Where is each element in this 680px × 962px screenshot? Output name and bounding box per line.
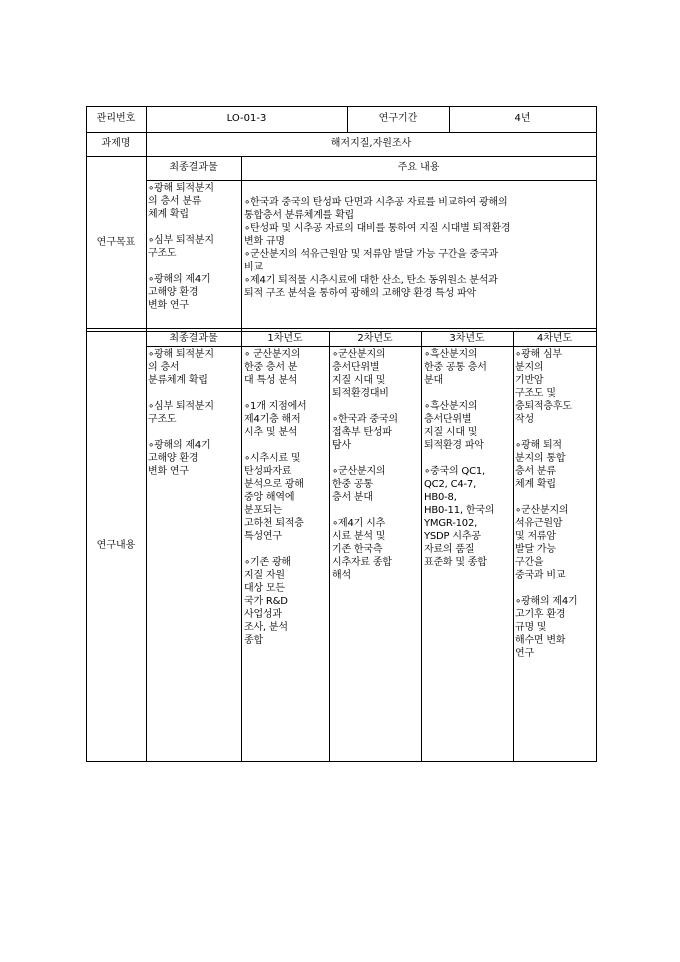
row-divider xyxy=(86,156,597,157)
goals-header-divider xyxy=(146,180,597,181)
details-year3-text: ∘흑산분지의 한중 공통 층서 분대 ∘흑산분지의 층서단위별 지질 시대 및 퇴적환경 파악 ∘중국의 QC1, QC2, C4-7, HB0-8, HB0-11, 한국의 YMGR-102, YSDP 시추공 자료의 품질 표준화 및 종합 xyxy=(424,349,495,568)
details-year1-text: ∘ 군산분지의 한중 층서 분 대 특성 분석 ∘1개 지점에서 제4기층 해저 시추 및 분석 ∘시추시료 및 탄성파자료 분석으로 광해 중앙 해역에 분포되는 고하천 퇴적층 특성연구 ∘기존 광해 지질 자원 대상 모든 국가 R&D 사업성과 조사, 분석 종합 xyxy=(244,349,307,646)
border-right xyxy=(596,106,597,762)
details-col-header-year1: 1차년도 xyxy=(267,333,303,344)
label-col-divider xyxy=(146,106,147,762)
details-year2-text: ∘군산분지의 층서단위별 지질 시대 및 퇴적환경대비 ∘한국과 중국의 접촉부 탄성파 탐사 ∘군산분지의 한중 공통 층서 분대 ∘제4기 시추 시료 분석 및 기존 한국측 시추자료 종합 해석 xyxy=(332,349,398,581)
row-divider xyxy=(86,132,597,133)
goals-col-divider xyxy=(241,156,242,331)
goals-contents-text: ∘한국과 중국의 탄성파 단면과 시추공 자료를 비교하여 광해의 통합층서 분류체계를 확립 ∘탄성파 및 시추공 자료의 대비를 통하여 지질 시대별 퇴적환경 변화 규명 ∘군산분지의 석유근원암 및 저류암 발달 가능 구간을 중국과 비교 ∘제4기 퇴적물 시추시료에 대한 산소, 탄소 동위원소 분석과 퇴적 구조 분석을 통하여 광해의 고해양 환경 특성 파악 xyxy=(244,197,511,299)
section-divider-double xyxy=(86,328,597,329)
border-top xyxy=(86,106,597,107)
year4-col-divider xyxy=(513,331,514,762)
details-col-header-year4: 4차년도 xyxy=(536,333,573,344)
border-bottom xyxy=(86,761,597,762)
goals-outcomes-header: 최종결과물 xyxy=(169,162,218,173)
task-name-value: 해저지질,자원조사 xyxy=(330,138,412,149)
details-col-header-year2: 2차년도 xyxy=(357,333,393,344)
goals-section-label: 연구목표 xyxy=(96,237,136,248)
year2-col-divider xyxy=(329,331,330,762)
border-left xyxy=(86,106,87,762)
goals-contents-header: 주요 내용 xyxy=(397,162,440,173)
year3-col-divider xyxy=(421,331,422,762)
details-header-divider xyxy=(146,346,597,347)
research-period-value: 4년 xyxy=(514,113,531,124)
details-year4-text: ∘광해 심부 분지의 기반암 구조도 및 층퇴적층후도 작성 ∘광해 퇴적 분지의 통합 층서 분류 체계 확립 ∘군산분지의 석유근원암 및 저류암 발달 가능 구간을 중국과 비교 ∘광해의 제4기 고기후 환경 규명 및 해수면 변화 연구 xyxy=(515,349,578,659)
task-name-label: 과제명 xyxy=(101,138,131,149)
details-outcomes-text: ∘광해 퇴적분지 의 층서 분류체계 확립 ∘심부 퇴적분지 구조도 ∘광해의 제4기 고해양 환경 변화 연구 xyxy=(148,349,214,477)
goals-outcomes-text: ∘광해 퇴적분지 의 층서 분류 체계 확립 ∘심부 퇴적분지 구조도 ∘광해의 제4기 고해양 환경 변화 연구 xyxy=(148,183,214,311)
mgmt-number-value: LO-01-3 xyxy=(226,113,267,124)
details-col-header-year3: 3차년도 xyxy=(449,333,485,344)
details-col-header-outcomes: 최종결과물 xyxy=(169,333,218,344)
mgmt-number-label: 관리번호 xyxy=(96,113,136,124)
details-section-label: 연구내용 xyxy=(96,540,136,551)
research-period-label: 연구기간 xyxy=(378,113,418,124)
year1-col-divider xyxy=(241,331,242,762)
